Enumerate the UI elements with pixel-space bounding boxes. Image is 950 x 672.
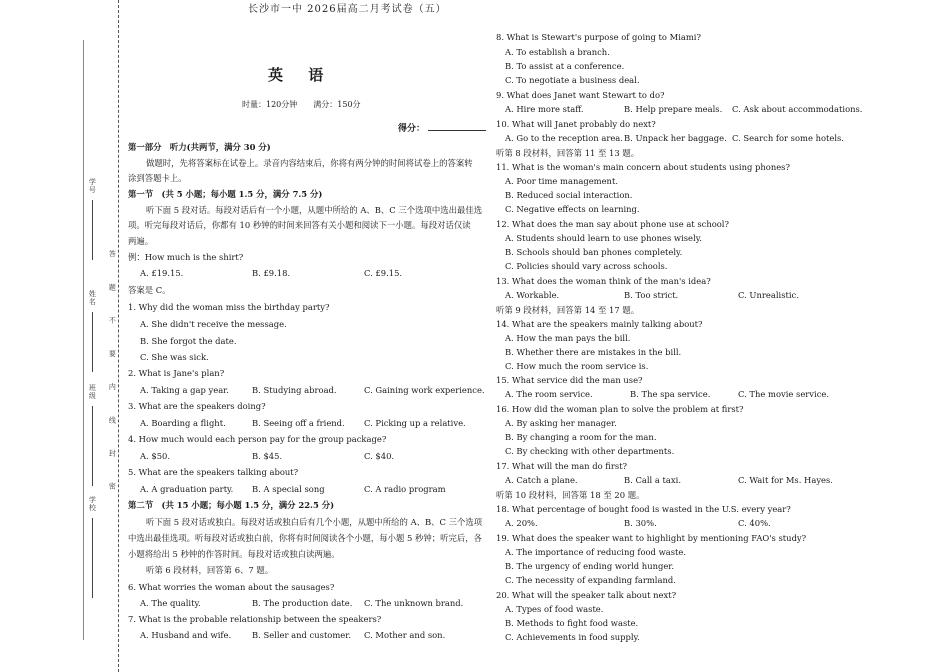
q19-option-a: A. The importance of reducing food waste. (505, 547, 687, 557)
question-13: 13. What does the woman think of the man's idea? (496, 276, 711, 286)
q1-option-c: C. She was sick. (140, 352, 209, 362)
q9-option-b: B. Help prepare meals. (624, 104, 723, 114)
instr1: 做题时，先将答案标在试卷上。录音内容结束后，你将有两分钟的时间将试卷上的答案转 (146, 158, 473, 168)
question-2: 2. What is Jane's plan? (128, 368, 225, 378)
q12-option-c: C. Policies should vary across schools. (505, 261, 668, 271)
q9-option-a: A. Hire more staff. (505, 104, 584, 114)
sec1-instr2: 项。听完每段对话后，你都有 10 秒钟的时间来回答有关小题和阅读下一小题。每段对话仅读 (128, 220, 471, 230)
q20-option-a: A. Types of food waste. (505, 604, 604, 614)
q13-option-c: C. Unrealistic. (738, 290, 799, 300)
question-5: 5. What are the speakers talking about? (128, 467, 299, 477)
question-15: 15. What service did the man use? (496, 375, 643, 385)
q15-option-b: B. The spa service. (630, 389, 711, 399)
sec2-instr2: 中选出最佳选项。听每段对话或独白前，你将有时间阅读各个小题，每小题 5 秒钟；听完后，各 (128, 533, 483, 543)
q7-option-a: A. Husband and wife. (140, 630, 232, 640)
question-18: 18. What percentage of bought food is wasted in the U.S. every year? (496, 504, 791, 514)
question-14: 14. What are the speakers mainly talking about? (496, 319, 703, 329)
sec1-heading: 第一节 (共 5 小题；每小题 1.5 分，满分 7.5 分) (128, 189, 323, 199)
q14-option-b: B. Whether there are mistakes in the bill. (505, 347, 682, 357)
q5-option-a: A. A graduation party. (140, 484, 234, 494)
q1-option-b: B. She forgot the date. (140, 336, 237, 346)
exam-header: 长沙市一中 2026届高二月考试卷（五） (248, 4, 447, 15)
material-6: 听第 6 段材料，回答第 6、7 题。 (146, 565, 274, 575)
q10-option-a: A. Go to the reception area. (505, 133, 623, 143)
q4-option-c: C. $40. (364, 451, 395, 461)
q7-option-c: C. Mother and son. (364, 630, 446, 640)
question-19: 19. What does the speaker want to highlight by mentioning FAO's study? (496, 533, 807, 543)
seal-text: 答 题 不 要 内 线 封 密 (108, 250, 117, 502)
q10-option-b: B. Unpack her baggage. (624, 133, 727, 143)
sec1-instr: 听下面 5 段对话。每段对话后有一个小题，从题中所给的 A、B、C 三个选项中选出最佳选 (146, 205, 483, 215)
time-score: 时量：120分钟 满分：150分 (242, 100, 361, 109)
q15-option-a: A. The room service. (505, 389, 593, 399)
right-column (496, 32, 878, 672)
q3-option-c: C. Picking up a relative. (364, 418, 466, 428)
q13-option-b: B. Too strict. (624, 290, 679, 300)
question-20: 20. What will the speaker talk about next? (496, 590, 677, 600)
sec2-heading: 第二节 (共 15 小题；每小题 1.5 分，满分 22.5 分) (128, 500, 335, 510)
q11-option-c: C. Negative effects on learning. (505, 204, 640, 214)
class-label: 班级 (88, 384, 97, 400)
material-9: 听第 9 段材料，回答第 14 至 17 题。 (496, 305, 640, 315)
school-blank (92, 518, 93, 598)
q20-option-b: B. Methods to fight food waste. (505, 618, 639, 628)
q19-option-c: C. The necessity of expanding farmland. (505, 575, 676, 585)
q2-option-a: A. Taking a gap year. (140, 385, 229, 395)
q17-option-a: A. Catch a plane. (505, 475, 578, 485)
class-blank (92, 406, 93, 486)
question-12: 12. What does the man say about phone use at school? (496, 219, 729, 229)
sec1-instr3: 两遍。 (128, 236, 154, 246)
question-1: 1. Why did the woman miss the birthday party? (128, 302, 330, 312)
q16-option-a: A. By asking her manager. (505, 418, 617, 428)
school-label: 学校 (88, 496, 97, 512)
score-field: 得分： (398, 124, 486, 135)
example: 例：How much is the shirt? (128, 252, 244, 262)
question-17: 17. What will the man do first? (496, 461, 628, 471)
part1-heading: 第一部分 听力(共两节，满分 30 分) (128, 142, 271, 152)
number-label: 学号 (88, 178, 97, 194)
q18-option-a: A. 20%. (505, 518, 538, 528)
question-10: 10. What will Janet probably do next? (496, 119, 656, 129)
q14-option-a: A. How the man pays the bill. (505, 333, 631, 343)
q18-option-b: B. 30%. (624, 518, 657, 528)
page-title: 英 语 (268, 66, 334, 84)
q17-option-b: B. Call a taxi. (624, 475, 681, 485)
q8-option-b: B. To assist at a conference. (505, 61, 625, 71)
q17-option-c: C. Wait for Ms. Hayes. (738, 475, 833, 485)
q2-option-b: B. Studying abroad. (252, 385, 337, 395)
example-option: A. £19.15. (140, 268, 184, 278)
question-11: 11. What is the woman's main concern about students using phones? (496, 162, 790, 172)
q4-option-b: B. $45. (252, 451, 283, 461)
name-blank (92, 312, 93, 372)
q14-option-c: C. How much the room service is. (505, 361, 649, 371)
q11-option-b: B. Reduced social interaction. (505, 190, 633, 200)
q5-option-b: B. A special song (252, 484, 325, 494)
q19-option-b: B. The urgency of ending world hunger. (505, 561, 675, 571)
material-8: 听第 8 段材料，回答第 11 至 13 题。 (496, 148, 640, 158)
q16-option-b: B. By changing a room for the man. (505, 432, 657, 442)
q20-option-c: C. Achievements in food supply. (505, 632, 640, 642)
q11-option-a: A. Poor time management. (505, 176, 618, 186)
q1-option-a: A. She didn't receive the message. (140, 319, 287, 329)
question-7: 7. What is the probable relationship between the speakers? (128, 614, 382, 624)
binding-border (83, 40, 84, 640)
q13-option-a: A. Workable. (505, 290, 560, 300)
q4-option-a: A. $50. (140, 451, 171, 461)
example-option: C. £9.15. (364, 268, 403, 278)
q10-option-c: C. Search for some hotels. (732, 133, 844, 143)
sec2-instr3: 小题将给出 5 秒钟的作答时间。每段对话或独白读两遍。 (128, 549, 340, 559)
left-column (128, 0, 485, 672)
q6-option-c: C. The unknown brand. (364, 598, 464, 608)
number-blank (92, 200, 93, 260)
q9-option-c: C. Ask about accommodations. (732, 104, 863, 114)
q5-option-c: C. A radio program (364, 484, 446, 494)
sec2-instr: 听下面 5 段对话或独白。每段对话或独白后有几个小题，从题中所给的 A、B、C 三个选项 (146, 517, 483, 527)
q16-option-c: C. By checking with other departments. (505, 446, 675, 456)
example-answer: 答案是 C。 (128, 285, 171, 295)
q3-option-a: A. Boarding a flight. (140, 418, 226, 428)
question-9: 9. What does Janet want Stewart to do? (496, 90, 665, 100)
question-4: 4. How much would each person pay for the group package? (128, 434, 387, 444)
q18-option-c: C. 40%. (738, 518, 771, 528)
name-label: 姓名 (88, 290, 97, 306)
q2-option-c: C. Gaining work experience. (364, 385, 485, 395)
question-8: 8. What is Stewart's purpose of going to Miami? (496, 32, 701, 42)
question-16: 16. How did the woman plan to solve the problem at first? (496, 404, 744, 414)
q12-option-b: B. Schools should ban phones completely. (505, 247, 683, 257)
material-10: 听第 10 段材料，回答第 18 至 20 题。 (496, 490, 645, 500)
q15-option-c: C. The movie service. (738, 389, 830, 399)
q8-option-c: C. To negotiate a business deal. (505, 75, 640, 85)
example-option: B. £9.18. (252, 268, 291, 278)
question-6: 6. What worries the woman about the sausages? (128, 582, 335, 592)
question-3: 3. What are the speakers doing? (128, 401, 266, 411)
q3-option-b: B. Seeing off a friend. (252, 418, 345, 428)
q7-option-b: B. Seller and customer. (252, 630, 351, 640)
instr1b: 涂到答题卡上。 (128, 173, 187, 183)
seal-dashed-line (118, 0, 119, 672)
q8-option-a: A. To establish a branch. (505, 47, 610, 57)
q6-option-b: B. The production date. (252, 598, 353, 608)
q12-option-a: A. Students should learn to use phones wisely. (505, 233, 702, 243)
q6-option-a: A. The quality. (140, 598, 201, 608)
